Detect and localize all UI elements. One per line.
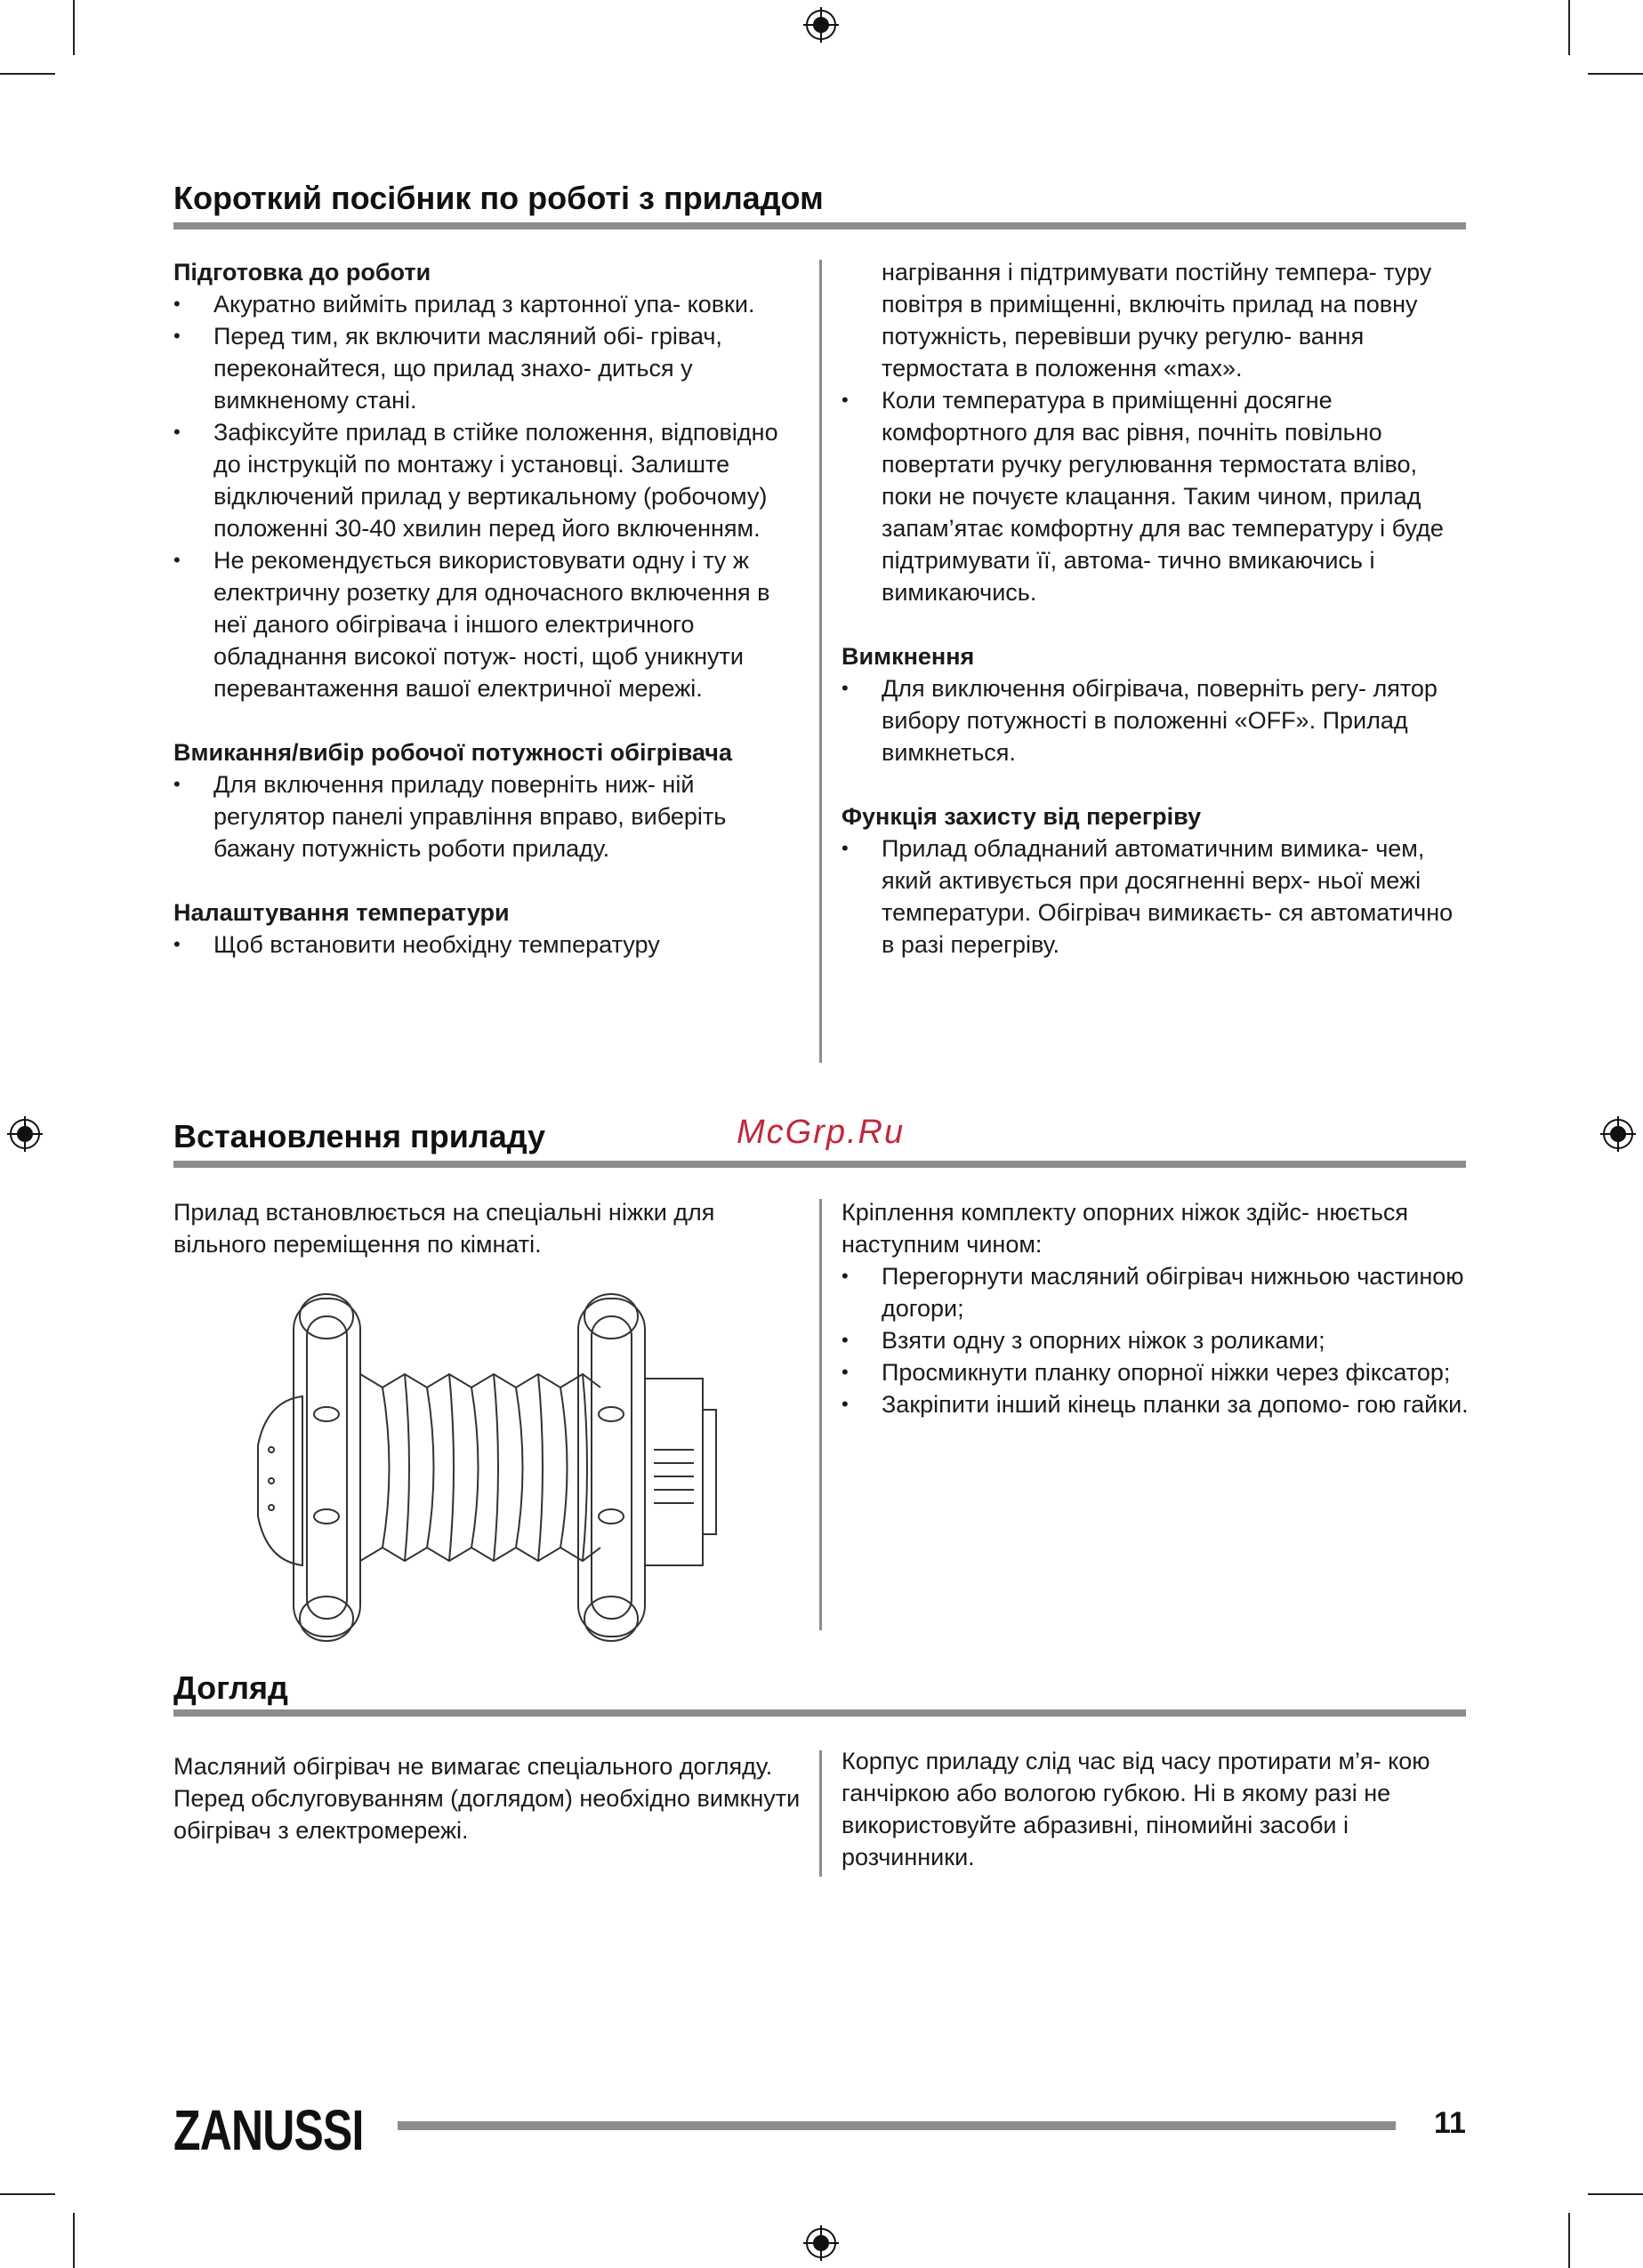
registration-mark-icon	[803, 7, 839, 43]
installation-right-column	[842, 1196, 1469, 1420]
list-item: • Перед тим, як включити масляний обі- грівач, переконайтеся, що прилад знахо- диться у вимкненому стані.	[173, 320, 801, 416]
list-item: • Коли температура в приміщенні досягне комфортного для вас рівня, почніть повільно повертати ручку регулювання термостата вліво, поки не почуєте клацання. Таким чином, прилад запам’ятає комфортну для вас температуру і буде підтримувати її, автома- тично вмикаючись і вимикаючись.	[842, 384, 1469, 608]
temperature-list	[173, 929, 801, 961]
temperature-list-continued	[842, 384, 1469, 608]
overheat-protection-list	[842, 832, 1469, 961]
crop-mark	[1568, 0, 1570, 55]
list-item: • Взяти одну з опорних ніжок з роликами;	[842, 1324, 1469, 1356]
section-title-quick-guide: Короткий посібник по роботі з приладом	[173, 180, 824, 216]
installation-steps-list	[842, 1260, 1469, 1420]
crop-mark	[0, 73, 55, 75]
crop-mark	[73, 0, 75, 55]
subheading-switch-off: Вимкнення	[842, 643, 975, 670]
column-divider	[819, 1750, 822, 1877]
registration-mark-icon	[7, 1116, 43, 1152]
care-paragraph: Перед обслуговуванням (доглядом) необхідно вимкнути обігрівач з електромережі.	[173, 1785, 801, 1844]
section-title-installation: Встановлення приладу	[173, 1118, 546, 1154]
preparation-list	[173, 288, 801, 704]
list-item: • Для виключення обігрівача, поверніть регу- лятор вибору потужності в положенні «OFF». Прилад вимкнеться.	[842, 672, 1469, 768]
section-rule	[173, 222, 1466, 229]
installation-steps-intro: Кріплення комплекту опорних ніжок здійс- нюється наступним чином:	[842, 1199, 1409, 1258]
registration-mark-icon	[1600, 1116, 1636, 1152]
crop-mark	[1568, 2213, 1570, 2268]
quick-guide-right-column	[842, 256, 1469, 961]
crop-mark	[73, 2213, 75, 2268]
crop-mark	[1588, 2193, 1643, 2195]
care-left-column	[173, 1750, 801, 1846]
subheading-overheat-protection: Функція захисту від перегріву	[842, 803, 1202, 830]
power-list	[173, 768, 801, 865]
heater-illustration	[240, 1290, 721, 1645]
subheading-preparation: Підготовка до роботи	[173, 259, 431, 286]
list-item: • Акуратно вийміть прилад з картонної упа- ковки.	[173, 288, 801, 320]
care-paragraph: Корпус приладу слід час від часу протирати м’я- кою ганчіркою або вологою губкою. Ні в якому разі не використовуйте абразивні, піномийні засоби і розчинники.	[842, 1748, 1430, 1870]
list-item: • Зафіксуйте прилад в стійке положення, відповідно до інструкцій по монтажу і установці. Залиште відключений прилад у вертикальному (робочому) положенні 30-40 хвилин перед його включенням.	[173, 416, 801, 544]
list-item: • Закріпити інший кінець планки за допомо- гою гайки.	[842, 1388, 1469, 1420]
installation-intro: Прилад встановлюється на спеціальні ніжки для вільного переміщення по кімнаті.	[173, 1199, 715, 1258]
temperature-continued-text: нагрівання і підтримувати постійну темпера- туру повітря в приміщенні, включіть прилад на повну потужність, перевівши ручку регулю- вання термостата в положення «max».	[882, 259, 1432, 382]
section-rule	[173, 1709, 1466, 1717]
section-rule	[173, 1161, 1466, 1168]
quick-guide-left-column	[173, 256, 801, 961]
installation-left-text	[173, 1196, 805, 1260]
column-divider	[819, 1199, 822, 1630]
list-item: • Для включення приладу поверніть ниж- ній регулятор панелі управління вправо, виберіть бажану потужність роботи приладу.	[173, 768, 801, 865]
subheading-power: Вмикання/вибір робочої потужності обігрівача	[173, 739, 732, 766]
list-item: • Перегорнути масляний обігрівач нижньою частиною догори;	[842, 1260, 1469, 1324]
list-item: • Не рекомендується використовувати одну і ту ж електричну розетку для одночасного включення в неї даного обігрівача і іншого електричного обладнання високої потуж- ності, щоб уникнути перевантаження вашої електричної мережі.	[173, 544, 801, 704]
care-paragraph: Масляний обігрівач не вимагає спеціального догляду.	[173, 1753, 773, 1780]
subheading-temperature: Налаштування температури	[173, 899, 510, 926]
brand-logo: ZANUSSI	[173, 2098, 364, 2162]
watermark: McGrp.Ru	[737, 1114, 906, 1151]
list-item: • Просмикнути планку опорної ніжки через фіксатор;	[842, 1356, 1469, 1388]
list-item: • Щоб встановити необхідну температуру	[173, 929, 801, 961]
page-number: 11	[1434, 2106, 1466, 2140]
registration-mark-icon	[803, 2225, 839, 2261]
footer-rule	[398, 2121, 1396, 2130]
switch-off-list	[842, 672, 1469, 768]
crop-mark	[0, 2193, 55, 2195]
column-divider	[819, 260, 822, 1063]
section-title-care: Догляд	[173, 1669, 288, 1706]
crop-mark	[1588, 73, 1643, 75]
list-item: • Прилад обладнаний автоматичним вимика- чем, який активується при досягненні верх- ньої межі температури. Обігрівач вимикаєть- ся автоматично в разі перегріву.	[842, 832, 1469, 961]
care-right-column	[842, 1745, 1469, 1873]
